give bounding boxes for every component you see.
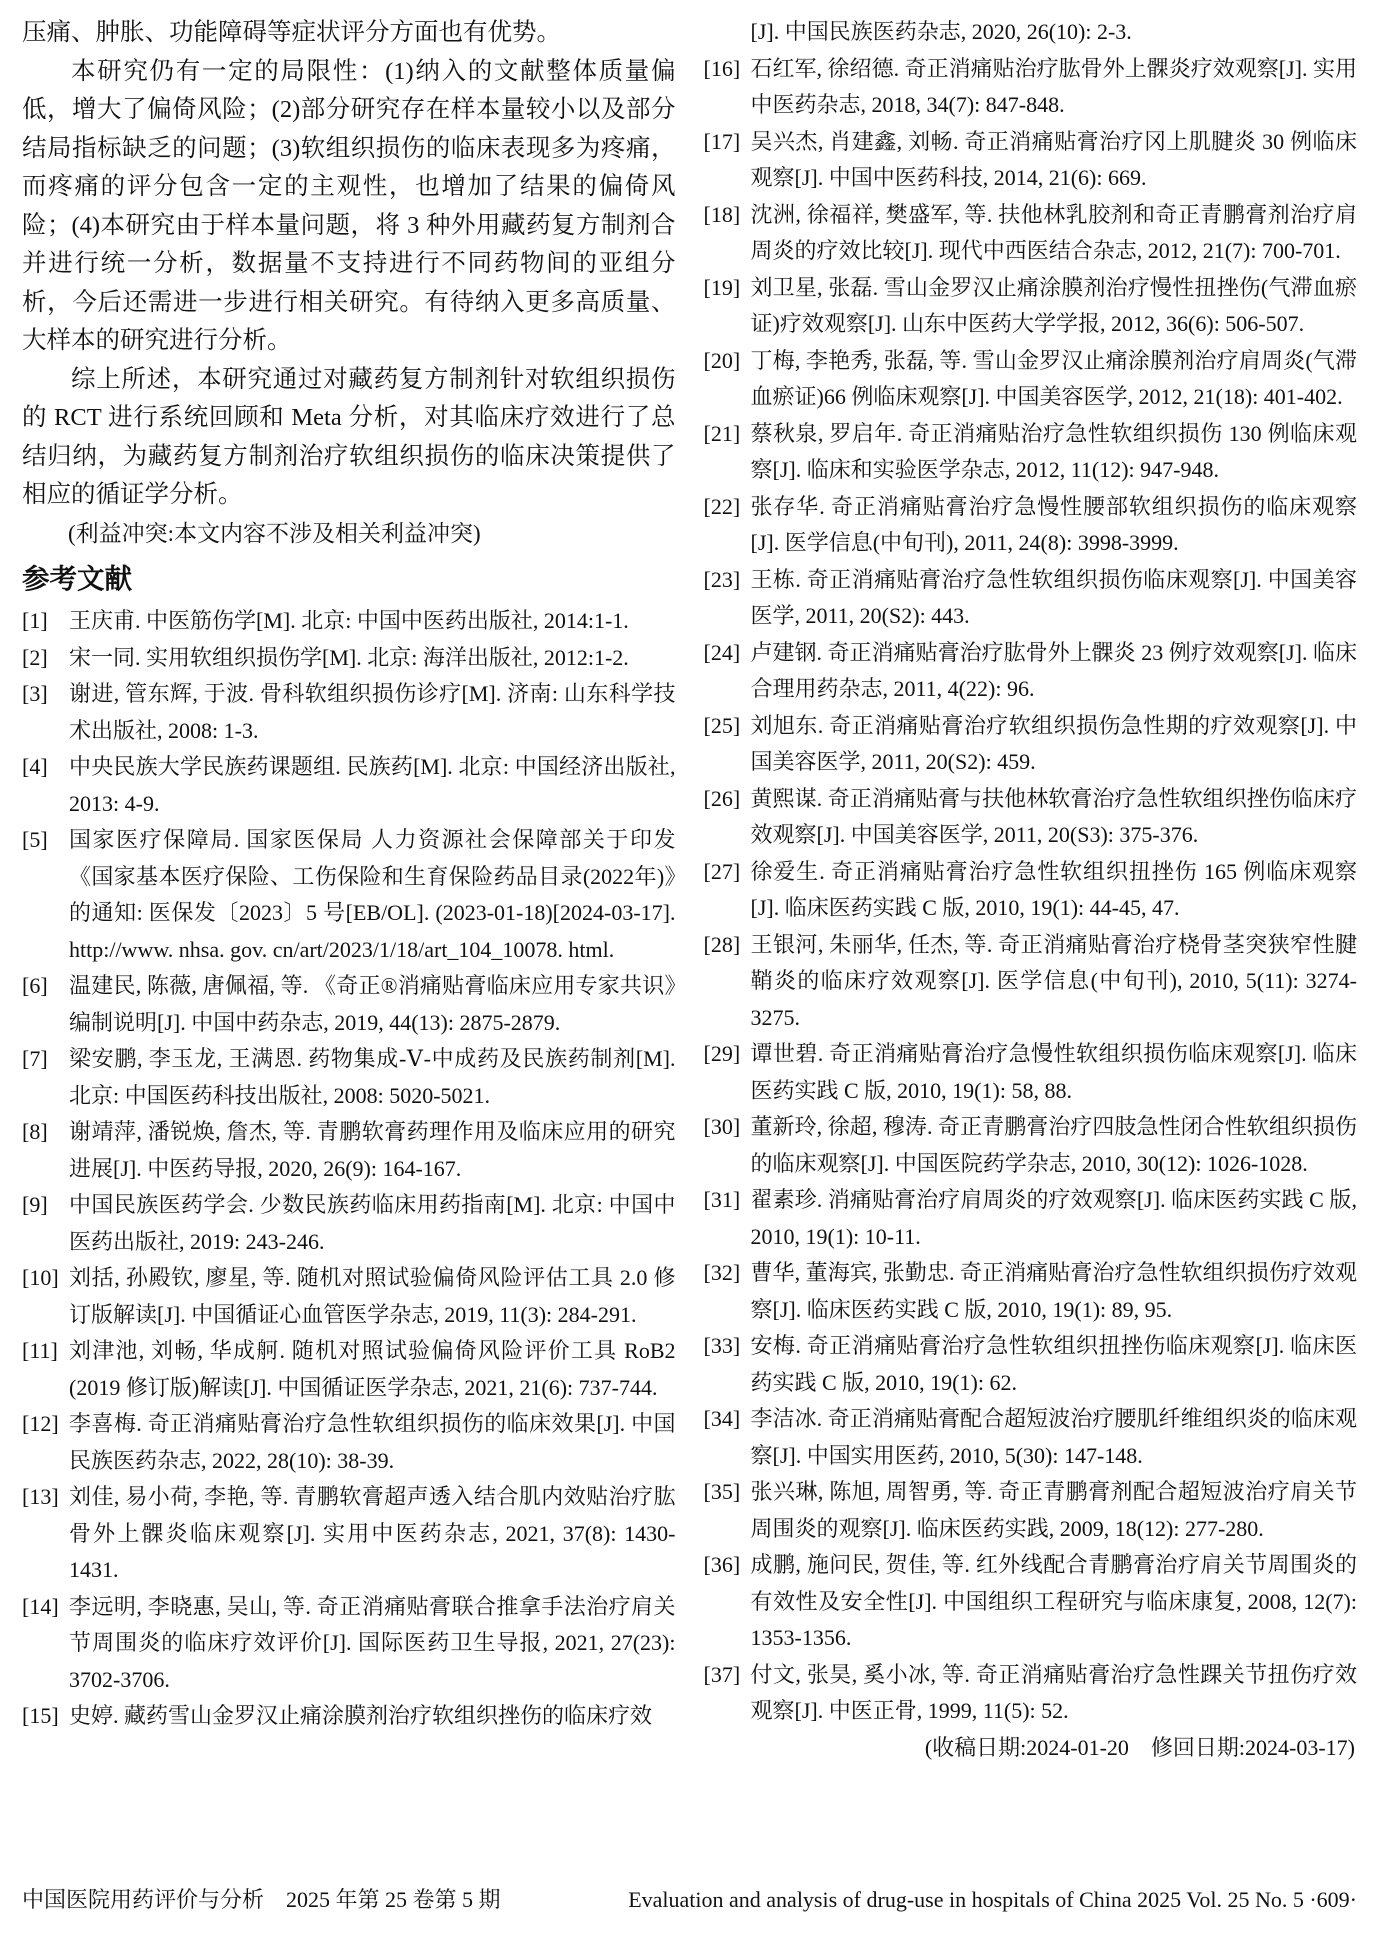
reference-text: 张兴琳, 陈旭, 周智勇, 等. 奇正青鹏膏剂配合超短波治疗肩关节周围炎的观察[J]. 临床医药实践, 2009, 18(12): 277-280. xyxy=(750,1479,1357,1541)
reference-number: [4] xyxy=(22,754,48,779)
reference-text: 谢进, 管东辉, 于波. 骨科软组织损伤诊疗[M]. 济南: 山东科学技术出版社, 2008: 1-3. xyxy=(69,681,676,743)
reference-text: 王银河, 朱丽华, 任杰, 等. 奇正消痛贴膏治疗桡骨茎突狭窄性腱鞘炎的临床疗效观察[J]. 医学信息(中旬刊), 2010, 5(11): 3274-3275. xyxy=(750,931,1357,1030)
reference-text: 宋一同. 实用软组织损伤学[M]. 北京: 海洋出版社, 2012:1-2. xyxy=(69,644,629,670)
reference-item xyxy=(22,1333,676,1406)
reference-item xyxy=(22,749,676,822)
reference-item xyxy=(704,416,1358,489)
reference-number: [34] xyxy=(703,1406,741,1431)
reference-item xyxy=(704,854,1358,927)
reference-number: [32] xyxy=(703,1260,741,1285)
reference-text: 蔡秋泉, 罗启年. 奇正消痛贴治疗急性软组织损伤 130 例临床观察[J]. 临床和实验医学杂志, 2012, 11(12): 947-948. xyxy=(750,420,1357,482)
reference-item xyxy=(22,1406,676,1479)
reference-item xyxy=(22,968,676,1041)
reference-text: 卢建钢. 奇正消痛贴膏治疗肱骨外上髁炎 23 例疗效观察[J]. 临床合理用药杂志, 2011, 4(22): 96. xyxy=(750,639,1357,701)
reference-number: [7] xyxy=(22,1046,48,1071)
reference-text: 成鹏, 施问民, 贺佳, 等. 红外线配合青鹏膏治疗肩关节周围炎的有效性及安全性[J]. 中国组织工程研究与临床康复, 2008, 12(7): 1353-1356. xyxy=(750,1552,1357,1650)
reference-item xyxy=(704,927,1358,1037)
reference-item xyxy=(704,1474,1358,1547)
references-list-right xyxy=(704,51,1358,1730)
reference-item xyxy=(704,124,1358,197)
reference-text: 安梅. 奇正消痛贴膏治疗急性软组织扭挫伤临床观察[J]. 临床医药实践 C 版, 2010, 19(1): 62. xyxy=(750,1333,1357,1395)
journal-title-en-page-number: Evaluation and analysis of drug-use in hospitals of China 2025 Vol. 25 No. 5 ·609· xyxy=(628,1887,1357,1912)
reference-number: [20] xyxy=(703,347,741,373)
reference-text: 中央民族大学民族药课题组. 民族药[M]. 北京: 中国经济出版社, 2013: 4-9. xyxy=(69,754,676,816)
reference-item xyxy=(704,1255,1358,1328)
reference-item xyxy=(22,1479,676,1589)
reference-item xyxy=(704,1401,1358,1474)
reference-item xyxy=(704,562,1358,635)
reference-text: 刘佳, 易小荷, 李艳, 等. 青鹏软膏超声透入结合肌内效贴治疗肱骨外上髁炎临床观察[J]. 实用中医药杂志, 2021, 37(8): 1430-1431. xyxy=(69,1484,676,1582)
reference-number: [3] xyxy=(22,681,48,706)
reference-continuation xyxy=(704,14,1358,51)
reference-text: 刘旭东. 奇正消痛贴膏治疗软组织损伤急性期的疗效观察[J]. 中国美容医学, 2011, 20(S2): 459. xyxy=(750,712,1357,774)
reference-text: 曹华, 董海宾, 张勤忠. 奇正消痛贴膏治疗急性软组织损伤疗效观察[J]. 临床医药实践 C 版, 2010, 19(1): 89, 95. xyxy=(750,1260,1357,1322)
reference-item xyxy=(704,270,1358,343)
reference-number: [15] xyxy=(22,1703,59,1728)
reference-text: 刘括, 孙殿钦, 廖星, 等. 随机对照试验偏倚风险评估工具 2.0 修订版解读[J]. 中国循证心血管医学杂志, 2019, 11(3): 284-291. xyxy=(69,1265,676,1327)
reference-text: 石红军, 徐绍德. 奇正消痛贴治疗肱骨外上髁炎疗效观察[J]. 实用中医药杂志, 2018, 34(7): 847-848. xyxy=(750,55,1357,117)
reference-item xyxy=(22,822,676,968)
reference-text: 李洁冰. 奇正消痛贴膏配合超短波治疗腰肌纤维组织炎的临床观察[J]. 中国实用医药, 2010, 5(30): 147-148. xyxy=(750,1406,1357,1468)
reference-text: 董新玲, 徐超, 穆涛. 奇正青鹏膏治疗四肢急性闭合性软组织损伤的临床观察[J]. 中国医院药学杂志, 2010, 30(12): 1026-1028. xyxy=(750,1114,1357,1176)
references-heading: 参考文献 xyxy=(22,563,132,594)
received-revised-dates: (收稿日期:2024-01-20 修回日期:2024-03-17) xyxy=(924,1734,1355,1760)
reference-item xyxy=(704,489,1358,562)
reference-item xyxy=(22,603,676,640)
reference-text: 丁梅, 李艳秀, 张磊, 等. 雪山金罗汉止痛涂膜剂治疗肩周炎(气滞血瘀证)66 例临床观察[J]. 中国美容医学, 2012, 21(18): 401-402. xyxy=(750,347,1357,409)
reference-text: 吴兴杰, 肖建鑫, 刘畅. 奇正消痛贴膏治疗冈上肌腱炎 30 例临床观察[J]. 中国中医药科技, 2014, 21(6): 669. xyxy=(750,128,1357,190)
reference-item xyxy=(22,1187,676,1260)
two-column-layout xyxy=(22,14,1357,1766)
reference-number: [10] xyxy=(22,1265,59,1290)
reference-number: [24] xyxy=(703,639,741,665)
right-column xyxy=(704,14,1358,1766)
body-paragraph: 本研究仍有一定的局限性：(1)纳入的文献整体质量偏低，增大了偏倚风险；(2)部分研究存在样本量较小以及部分结局指标缺乏的问题；(3)软组织损伤的临床表现多为疼痛，而疼痛的评分包含一定的主观性，也增加了结果的偏倚风险；(4)本研究由于样本量问题，将 3 种外用藏药复方制剂合并进行统一分析，数据量不支持进行不同药物间的亚组分析，今后还需进一步进行相关研究。有待纳入更多高质量、大样本的研究进行分析。 xyxy=(22,57,676,354)
reference-number: [36] xyxy=(703,1552,741,1577)
reference-text: 谭世碧. 奇正消痛贴膏治疗急慢性软组织损伤临床观察[J]. 临床医药实践 C 版, 2010, 19(1): 58, 88. xyxy=(750,1041,1357,1103)
reference-text: 梁安鹏, 李玉龙, 王满恩. 药物集成-Ⅴ-中成药及民族药制剂[M]. 北京: 中国医药科技出版社, 2008: 5020-5021. xyxy=(69,1046,676,1108)
reference-item xyxy=(704,1109,1358,1182)
reference-text: 史婷. 藏药雪山金罗汉止痛涂膜剂治疗软组织挫伤的临床疗效 xyxy=(69,1703,653,1728)
conflict-of-interest-note: (利益冲突:本文内容不涉及相关利益冲突) xyxy=(68,520,481,546)
reference-text: 刘津池, 刘畅, 华成舸. 随机对照试验偏倚风险评价工具 RoB2 (2019 修订版)解读[J]. 中国循证医学杂志, 2021, 21(6): 737-744. xyxy=(69,1338,676,1400)
reference-number: [22] xyxy=(703,493,741,519)
reference-item xyxy=(704,197,1358,270)
reference-number: [27] xyxy=(703,858,741,884)
reference-number: [12] xyxy=(22,1411,59,1436)
reference-text: [J]. 中国民族医药杂志, 2020, 26(10): 2-3. xyxy=(750,19,1132,44)
reference-number: [19] xyxy=(703,274,741,300)
body-paragraph: 压痛、肿胀、功能障碍等症状评分方面也有优势。 xyxy=(22,19,561,46)
reference-item xyxy=(704,1547,1358,1657)
reference-item xyxy=(22,1041,676,1114)
reference-text: 翟素珍. 消痛贴膏治疗肩周炎的疗效观察[J]. 临床医药实践 C 版, 2010, 19(1): 10-11. xyxy=(750,1187,1357,1249)
reference-text: 国家医疗保障局. 国家医保局 人力资源社会保障部关于印发《国家基本医疗保险、工伤保险和生育保险药品目录(2022年)》的通知: 医保发〔2023〕5 号[EB/OL]. (2023-01-18)[2024-03-17]. http://www. nhsa. gov. cn/art/2023/1/18/art_104_10078. html. xyxy=(69,827,676,962)
reference-number: [5] xyxy=(22,827,48,852)
reference-text: 李喜梅. 奇正消痛贴膏治疗急性软组织损伤的临床效果[J]. 中国民族医药杂志, 2022, 28(10): 38-39. xyxy=(69,1411,676,1473)
reference-text: 徐爱生. 奇正消痛贴膏治疗急性软组织扭挫伤 165 例临床观察[J]. 临床医药实践 C 版, 2010, 19(1): 44-45, 47. xyxy=(750,858,1357,920)
reference-item xyxy=(22,1589,676,1699)
reference-item xyxy=(22,640,676,677)
reference-number: [33] xyxy=(703,1333,741,1358)
reference-number: [6] xyxy=(22,973,48,998)
left-column xyxy=(22,14,676,1766)
body-paragraph: 综上所述，本研究通过对藏药复方制剂针对软组织损伤的 RCT 进行系统回顾和 Meta 分析，对其临床疗效进行了总结归纳，为藏药复方制剂治疗软组织损伤的临床决策提供了相应的循证学分析。 xyxy=(22,365,676,508)
reference-number: [9] xyxy=(22,1192,48,1217)
reference-number: [29] xyxy=(703,1041,741,1066)
reference-item xyxy=(704,1657,1358,1730)
reference-item xyxy=(22,1114,676,1187)
reference-number: [26] xyxy=(703,785,741,811)
reference-item xyxy=(704,1036,1358,1109)
reference-number: [25] xyxy=(703,712,741,738)
page-footer xyxy=(22,1886,1357,1914)
reference-number: [31] xyxy=(703,1187,741,1212)
reference-text: 谢靖萍, 潘锐焕, 詹杰, 等. 青鹏软膏药理作用及临床应用的研究进展[J]. 中医药导报, 2020, 26(9): 164-167. xyxy=(69,1119,676,1181)
reference-item xyxy=(22,1260,676,1333)
reference-number: [11] xyxy=(22,1338,58,1363)
reference-item xyxy=(704,1328,1358,1401)
reference-number: [35] xyxy=(703,1479,741,1504)
reference-text: 温建民, 陈薇, 唐佩福, 等. 《奇正®消痛贴膏临床应用专家共识》编制说明[J]. 中国中药杂志, 2019, 44(13): 2875-2879. xyxy=(69,973,676,1035)
reference-number: [30] xyxy=(703,1114,741,1139)
reference-item xyxy=(22,1698,676,1735)
reference-number: [28] xyxy=(703,931,741,957)
reference-number: [8] xyxy=(22,1119,48,1144)
reference-number: [23] xyxy=(703,566,741,592)
reference-number: [18] xyxy=(703,201,741,227)
reference-number: [16] xyxy=(703,55,741,81)
reference-text: 黄熙谋. 奇正消痛贴膏与扶他林软膏治疗急性软组织挫伤临床疗效观察[J]. 中国美容医学, 2011, 20(S3): 375-376. xyxy=(750,785,1357,847)
reference-number: [37] xyxy=(703,1661,741,1687)
reference-item xyxy=(704,708,1358,781)
reference-number: [14] xyxy=(22,1593,59,1619)
reference-item xyxy=(704,635,1358,708)
reference-item xyxy=(704,51,1358,124)
reference-text: 刘卫星, 张磊. 雪山金罗汉止痛涂膜剂治疗慢性扭挫伤(气滞血瘀证)疗效观察[J]. 山东中医药大学学报, 2012, 36(6): 506-507. xyxy=(750,274,1358,336)
reference-number: [13] xyxy=(22,1484,59,1509)
reference-item xyxy=(704,343,1358,416)
reference-number: [21] xyxy=(703,420,741,446)
reference-item xyxy=(704,781,1358,854)
reference-text: 中国民族医药学会. 少数民族药临床用药指南[M]. 北京: 中国中医药出版社, 2019: 243-246. xyxy=(69,1192,676,1254)
reference-number: [2] xyxy=(22,644,48,670)
reference-number: [1] xyxy=(22,608,48,633)
reference-item xyxy=(704,1182,1358,1255)
reference-text: 张存华. 奇正消痛贴膏治疗急慢性腰部软组织损伤的临床观察[J]. 医学信息(中旬刊), 2011, 24(8): 3998-3999. xyxy=(750,493,1357,555)
reference-number: [17] xyxy=(703,128,741,154)
reference-item xyxy=(22,676,676,749)
reference-text: 李远明, 李晓惠, 吴山, 等. 奇正消痛贴膏联合推拿手法治疗肩关节周围炎的临床疗效评价[J]. 国际医药卫生导报, 2021, 27(23): 3702-3706. xyxy=(69,1593,676,1692)
references-list-left xyxy=(22,603,676,1735)
reference-text: 王栋. 奇正消痛贴膏治疗急性软组织损伤临床观察[J]. 中国美容医学, 2011, 20(S2): 443. xyxy=(750,566,1357,628)
reference-text: 付文, 张昊, 奚小冰, 等. 奇正消痛贴膏治疗急性踝关节扭伤疗效观察[J]. 中医正骨, 1999, 11(5): 52. xyxy=(750,1661,1357,1723)
journal-title-cn: 中国医院用药评价与分析 2025 年第 25 卷第 5 期 xyxy=(22,1887,501,1912)
reference-text: 王庆甫. 中医筋伤学[M]. 北京: 中国中医药出版社, 2014:1-1. xyxy=(69,608,629,633)
reference-text: 沈洲, 徐福祥, 樊盛军, 等. 扶他林乳胶剂和奇正青鹏膏剂治疗肩周炎的疗效比较[J]. 现代中西医结合杂志, 2012, 21(7): 700-701. xyxy=(750,201,1357,263)
